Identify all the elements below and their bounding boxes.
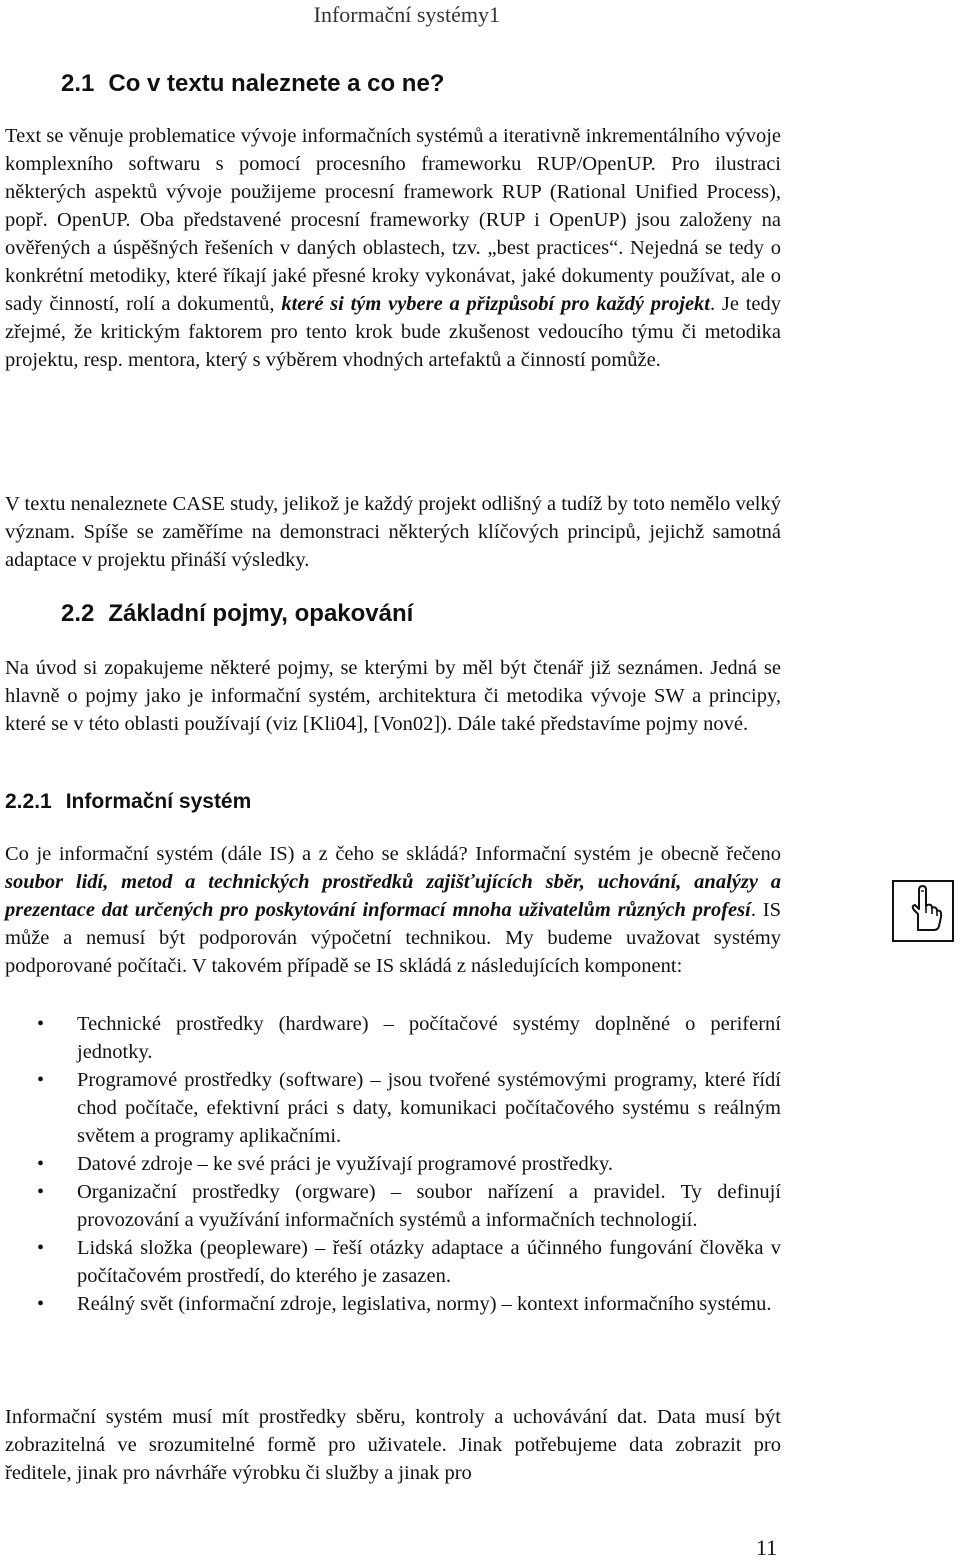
list-item-text: Datové zdroje – ke své práci je využívají programové prostředky.	[77, 1153, 614, 1175]
subsection-heading-2-2-1	[5, 790, 251, 814]
paragraph-text: Text se věnuje problematice vývoje informačních systémů a iterativně inkrementálního vývoje komplexního softwaru s pomocí procesního frameworku RUP/OpenUP. Pro ilustraci některých aspektů vývoje použijeme procesní framework RUP (Rational Unified Process), popř. OpenUP. Oba představené procesní frameworky (RUP i OpenUP) jsou založeny na ověřených a úspěšných řešeních v daných oblastech, tzv. „best practices“. Nejedná se tedy o konkrétní metodiky, které říkají jaké přesné kroky vykonávat, jaké dokumenty používat, ale o sady činností, rolí a dokumentů,	[5, 125, 781, 315]
bullet-icon: •	[37, 1293, 45, 1315]
bullet-icon: •	[37, 1237, 45, 1259]
pointing-hand-icon	[892, 880, 954, 942]
emphasis-text: které si tým vybere a přizpůsobí pro každý projekt	[281, 293, 710, 315]
list-item	[5, 1234, 781, 1290]
section-heading-2-2	[61, 600, 413, 628]
paragraph-text: . IS může a nemusí být podporován výpočetní technikou. My budeme uvažovat systémy podporované počítači. V takovém případě se IS skládá z následujících komponent:	[5, 899, 781, 977]
definition-emphasis: soubor lidí, metod a technických prostředků zajišťujících sběr, uchování, analýzy a prezentace dat určených pro poskytování informací mnoha uživatelům různých profesí	[5, 871, 781, 921]
bullet-icon: •	[37, 1181, 45, 1203]
paragraph-basics: Na úvod si zopakujeme některé pojmy, se kterými by měl být čtenář již seznámen. Jedná se hlavně o pojmy jako je informační systém, architektura či metodika vývoje SW a principy, které se v této oblasti používají (viz [Kli04], [Von02]). Dále také představíme pojmy nové.	[5, 657, 781, 735]
list-item-text: Lidská složka (peopleware) – řeší otázky adaptace a účinného fungování člověka v počítačovém prostředí, do kterého je zasazen.	[77, 1237, 781, 1287]
list-item-text: Organizační prostředky (orgware) – soubor nařízení a pravidel. Ty definují provozování a využívání informačních systémů a informačních technologií.	[77, 1181, 781, 1231]
components-list	[5, 1010, 781, 1318]
list-item	[5, 1010, 781, 1066]
list-item	[5, 1290, 781, 1318]
section-title: Základní pojmy, opakování	[108, 600, 414, 627]
section-number: 2.1	[61, 70, 95, 97]
section-number: 2.2	[61, 600, 95, 627]
list-item-text: Technické prostředky (hardware) – počítačové systémy doplněné o periferní jednotky.	[77, 1013, 781, 1063]
section-title: Co v textu naleznete a co ne?	[108, 70, 445, 97]
section-heading-2-1	[61, 70, 444, 98]
paragraph-is-definition	[5, 840, 781, 980]
list-item	[5, 1178, 781, 1234]
bullet-icon: •	[37, 1013, 45, 1035]
list-item	[5, 1150, 781, 1178]
paragraph-case-study: V textu nenaleznete CASE study, jelikož je každý projekt odlišný a tudíž by toto nemělo velký význam. Spíše se zaměříme na demonstraci některých klíčových principů, jejichž samotná adaptace v projektu přináší výsledky.	[5, 493, 781, 571]
bullet-icon: •	[37, 1069, 45, 1091]
running-header: Informační systémy1	[313, 2, 500, 27]
paragraph-text: Co je informační systém (dále IS) a z čeho se skládá? Informační systém je obecně řečeno	[5, 843, 781, 865]
paragraph-intro	[5, 122, 781, 374]
list-item-text: Reálný svět (informační zdroje, legislativa, normy) – kontext informačního systému.	[77, 1293, 772, 1315]
subsection-number: 2.2.1	[5, 790, 52, 813]
page-number: 11	[756, 1535, 778, 1560]
list-item	[5, 1066, 781, 1150]
bullet-icon: •	[37, 1153, 45, 1175]
subsection-title: Informační systém	[65, 790, 252, 813]
paragraph-is-requirements: Informační systém musí mít prostředky sběru, kontroly a uchovávání dat. Data musí být zobrazitelná ve srozumitelné formě pro uživatele. Jinak potřebujeme data zobrazit pro ředitele, jinak pro návrháře výrobku či služby a jinak pro	[5, 1406, 781, 1484]
list-item-text: Programové prostředky (software) – jsou tvořené systémovými programy, které řídí chod počítače, efektivní práci s daty, komunikaci počítačového systému s reálným světem a programy aplikačními.	[77, 1069, 781, 1147]
paragraph-text: . Je tedy zřejmé, že kritickým faktorem pro tento krok bude zkušenost vedoucího týmu či metodika projektu, resp. mentora, který s výběrem vhodných artefaktů a činností pomůže.	[5, 293, 782, 371]
